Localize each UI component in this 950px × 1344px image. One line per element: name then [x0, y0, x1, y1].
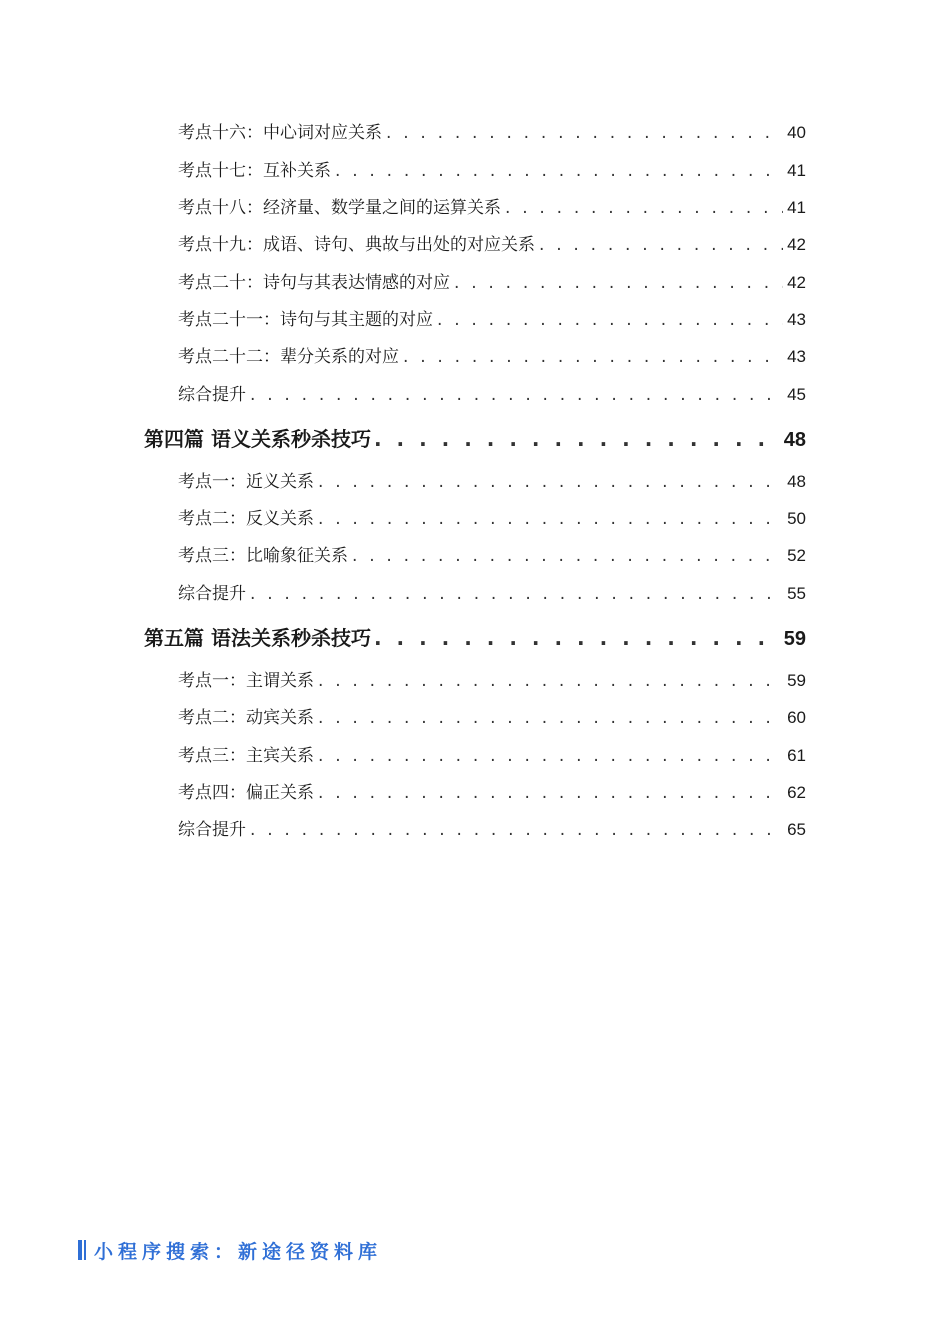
- toc-entry-title: 考点二十二：辈分关系的对应: [178, 347, 399, 367]
- toc-chapter-5[interactable]: [144, 623, 806, 653]
- toc-entry-title: 综合提升: [178, 584, 246, 604]
- footer-text: 小程序搜索：新途径资料库: [94, 1240, 383, 1263]
- toc-entry-title: 综合提升: [178, 385, 246, 405]
- toc-entry-page: 65: [787, 820, 806, 839]
- toc-dot-leader: [250, 382, 783, 408]
- toc-dot-leader: [539, 232, 783, 258]
- toc-dot-leader: [318, 780, 783, 806]
- toc-dot-leader: [335, 158, 783, 184]
- footer-accent-bar-thin: [84, 1240, 86, 1260]
- toc-entry-title: 考点二：反义关系: [178, 509, 314, 529]
- footer-banner: [78, 1237, 382, 1263]
- toc-entry-title: 综合提升: [178, 820, 246, 840]
- toc-entry-title: 考点三：比喻象征关系: [178, 546, 348, 566]
- toc-entry-title: 考点四：偏正关系: [178, 783, 314, 803]
- toc-entry-4-2[interactable]: [178, 506, 806, 532]
- toc-entry-page: 55: [787, 584, 806, 603]
- toc-entry-title: 考点十九：成语、诗句、典故与出处的对应关系: [178, 235, 535, 255]
- toc-entry-page: 41: [787, 161, 806, 180]
- toc-entry-page: 40: [787, 123, 806, 142]
- toc-entry-5-1[interactable]: [178, 668, 806, 694]
- footer-accent-bar: [78, 1240, 82, 1260]
- toc-entry-title: 考点三：主宾关系: [178, 746, 314, 766]
- toc-dot-leader: [250, 581, 783, 607]
- toc-entry-title: 考点二：动宾关系: [178, 708, 314, 728]
- toc-dot-leader: [505, 195, 783, 221]
- toc-entry-22[interactable]: [178, 344, 806, 370]
- toc-entry-page: 61: [787, 746, 806, 765]
- toc-entry-title: 考点一：近义关系: [178, 472, 314, 492]
- toc-entry-5-2[interactable]: [178, 705, 806, 731]
- toc-dot-leader: [374, 623, 781, 653]
- toc-dot-leader: [454, 270, 783, 296]
- toc-entry-title: 考点一：主谓关系: [178, 671, 314, 691]
- toc-entry-19[interactable]: [178, 232, 806, 258]
- toc-entry-16[interactable]: [178, 120, 806, 146]
- toc-entry-title: 考点十七：互补关系: [178, 161, 331, 181]
- toc-dot-leader: [374, 424, 781, 454]
- toc-entry-page: 52: [787, 546, 806, 565]
- toc-entry-page: 42: [787, 235, 806, 254]
- toc-chapter-4[interactable]: [144, 424, 806, 454]
- toc-entry-title: 考点二十：诗句与其表达情感的对应: [178, 273, 450, 293]
- toc-entry-page: 62: [787, 783, 806, 802]
- toc-entry-page: 41: [787, 198, 806, 217]
- toc-dot-leader: [250, 817, 783, 843]
- toc-chapter-title: 第四篇 语义关系秒杀技巧: [144, 427, 371, 451]
- toc-dot-leader: [437, 307, 783, 333]
- toc-entry-4-3[interactable]: [178, 543, 806, 569]
- toc-dot-leader: [318, 705, 783, 731]
- toc-dot-leader: [318, 469, 783, 495]
- toc-entry-review-5[interactable]: [178, 817, 806, 843]
- toc-chapter-page: 59: [783, 628, 806, 650]
- toc-entry-4-1[interactable]: [178, 469, 806, 495]
- toc-dot-leader: [318, 506, 783, 532]
- toc-dot-leader: [318, 743, 783, 769]
- toc-entry-page: 45: [787, 385, 806, 404]
- toc-entry-20[interactable]: [178, 270, 806, 296]
- toc-entry-page: 43: [787, 310, 806, 329]
- toc-dot-leader: [352, 543, 783, 569]
- toc-entry-page: 60: [787, 708, 806, 727]
- toc-entry-page: 43: [787, 347, 806, 366]
- toc-entry-title: 考点十八：经济量、数学量之间的运算关系: [178, 198, 501, 218]
- toc-entry-21[interactable]: [178, 307, 806, 333]
- toc-entry-review-4[interactable]: [178, 581, 806, 607]
- toc-entry-5-3[interactable]: [178, 743, 806, 769]
- toc-chapter-title: 第五篇 语法关系秒杀技巧: [144, 626, 371, 650]
- toc-entry-page: 59: [787, 671, 806, 690]
- toc-entry-page: 50: [787, 509, 806, 528]
- toc-chapter-page: 48: [783, 429, 806, 451]
- toc-entry-18[interactable]: [178, 195, 806, 221]
- toc-entry-page: 42: [787, 273, 806, 292]
- toc-dot-leader: [386, 120, 783, 146]
- toc-dot-leader: [318, 668, 783, 694]
- toc-dot-leader: [403, 344, 783, 370]
- toc-entry-page: 48: [787, 472, 806, 491]
- toc-entry-title: 考点二十一：诗句与其主题的对应: [178, 310, 433, 330]
- toc-entry-title: 考点十六：中心词对应关系: [178, 123, 382, 143]
- toc-entry-review-3[interactable]: [178, 382, 806, 408]
- toc-entry-17[interactable]: [178, 158, 806, 184]
- toc-entry-5-4[interactable]: [178, 780, 806, 806]
